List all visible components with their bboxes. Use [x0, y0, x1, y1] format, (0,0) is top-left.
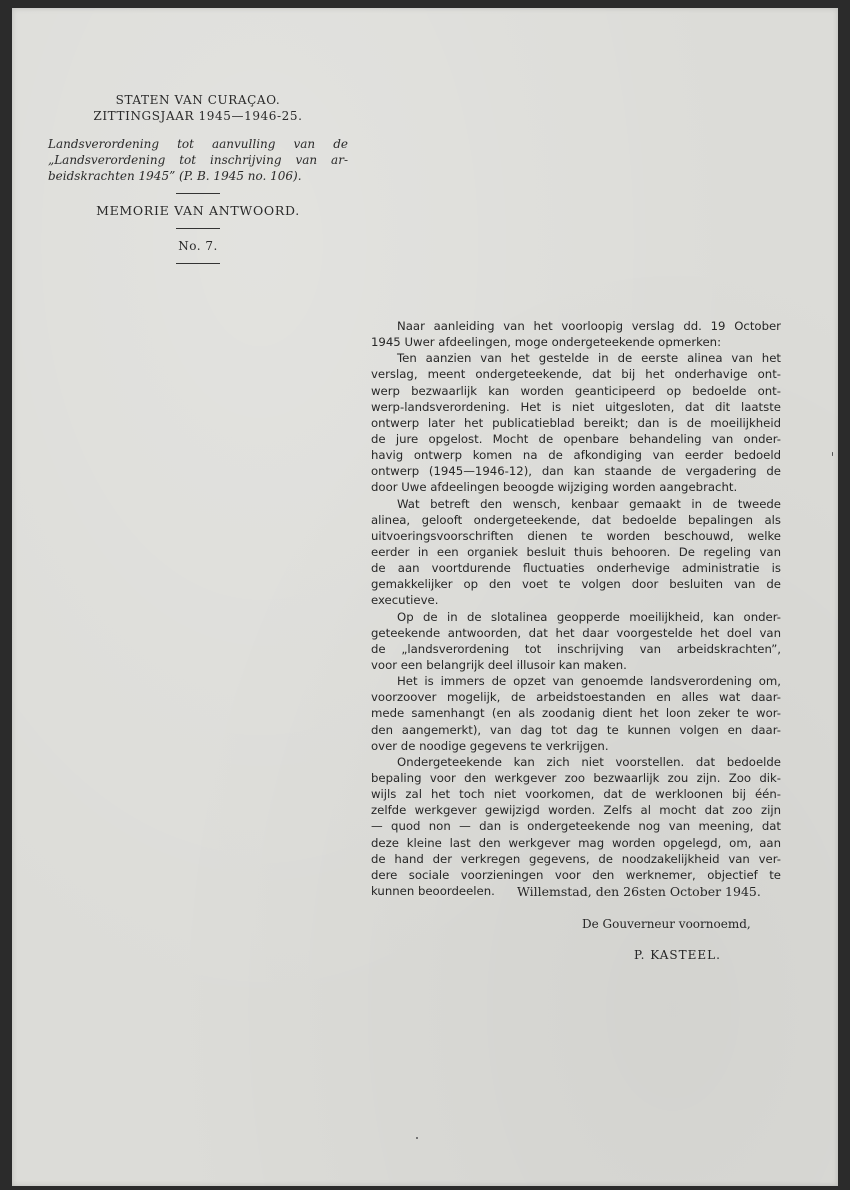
document-header	[48, 92, 348, 273]
body-line: over de noodige gegevens te verkrijgen.	[371, 738, 609, 753]
body-line: bepaling voor den werkgever zoo bezwaarlijk zou zijn. Zoo dik-	[371, 770, 781, 785]
body-line: werp-landsverordening. Het is niet uitgesloten, dat dit laatste	[371, 399, 781, 414]
header-divider	[176, 228, 220, 229]
body-line: Ten aanzien van het gestelde in de eerste alinea van het	[397, 351, 781, 366]
body-line: mede samenhangt (en als zoodanig dient het loon zeker te wor-	[371, 706, 781, 721]
paper-speck	[416, 1137, 418, 1139]
document-number: No. 7.	[178, 239, 218, 253]
body-line: Ondergeteekende kan zich niet voorstellen. dat bedoelde	[397, 754, 781, 769]
body-line: voorzoover mogelijk, de arbeidstoestanden en alles wat daar-	[371, 690, 781, 705]
body-line: gemakkelijker op den voet te volgen door besluiten van de	[371, 577, 781, 592]
body-line: deze kleine last den werkgever mag worden opgelegd, om, aan	[371, 835, 781, 850]
body-line: Wat betreft den wensch, kenbaar gemaakt in de tweede	[397, 496, 781, 511]
header-subject-line: Landsverordening tot aanvulling van de	[48, 137, 348, 151]
body-line: havig ontwerp komen na de afkondiging van eerder bedoeld	[371, 448, 781, 463]
body-line: dere sociale voorzieningen voor den werknemer, objectief te	[371, 867, 781, 882]
body-line: kunnen beoordeelen.	[371, 883, 495, 898]
body-line: Het is immers de opzet van genoemde landsverordening om,	[397, 674, 781, 689]
body-line: Naar aanleiding van het voorloopig verslag dd. 19 October	[397, 319, 781, 333]
body-line: de hand der verkregen gegevens, de noodzakelijkheid van ver-	[371, 851, 781, 866]
header-subject-line: beidskrachten 1945” (P. B. 1945 no. 106).	[48, 169, 302, 183]
body-line: wijls zal het toch niet voorkomen, dat de werkloonen bij één-	[371, 787, 781, 802]
body-line: voor een belangrijk deel illusoir kan maken.	[371, 657, 627, 672]
body-line: werp bezwaarlijk kan worden geanticipeerd op bedoelde ont-	[371, 383, 781, 398]
body-line: ontwerp later het publicatieblad bereikt; dan is de moeilijkheid	[371, 415, 781, 430]
closing-title: De Gouverneur voornoemd,	[582, 917, 751, 931]
signatory-name: P. KASTEEL.	[634, 948, 721, 962]
body-line: geteekende antwoorden, dat het daar voorgestelde het doel van	[371, 625, 781, 640]
body-line: de aan voortdurende fluctuaties onderhevige administratie is	[371, 561, 781, 576]
body-line: Op de in de slotalinea geopperde moeilijkheid, kan onder-	[397, 609, 781, 624]
header-subject	[48, 136, 348, 184]
body-line: den aangemerkt), van dag tot dag te kunnen volgen en daar-	[371, 722, 781, 737]
body-line: door Uwe afdeelingen beoogde wijziging worden aangebracht.	[371, 480, 738, 495]
header-title-line-2: ZITTINGSJAAR 1945—1946-25.	[93, 109, 303, 123]
body-line: — quod non — dan is ondergeteekende nog van meening, dat	[371, 819, 781, 834]
body-line: de jure opgelost. Mocht de openbare behandeling van onder-	[371, 431, 781, 446]
body-line: 1945 Uwer afdeelingen, moge ondergeteekende opmerken:	[371, 335, 722, 350]
closing-place-date: Willemstad, den 26sten October 1945.	[517, 884, 761, 899]
body-line: alinea, gelooft ondergeteekende, dat bedoelde bepalingen als	[371, 512, 781, 527]
body-line: verslag, meent ondergeteekende, dat bij het onderhavige ont-	[371, 367, 781, 382]
header-subject-line: „Landsverordening tot inschrijving van ar-	[48, 153, 348, 167]
header-title-line-1: STATEN VAN CURAÇAO.	[115, 93, 281, 107]
body-line: de „landsverordening tot inschrijving van arbeidskrachten”,	[371, 641, 781, 656]
paper-speck	[832, 452, 833, 456]
document-body	[371, 318, 781, 899]
document-type: MEMORIE VAN ANTWOORD.	[96, 203, 300, 218]
body-line: ontwerp (1945—1946-12), dan kan staande de vergadering de	[371, 464, 781, 479]
body-line: eerder in een organiek besluit thuis behooren. De regeling van	[371, 544, 781, 559]
header-divider	[176, 193, 220, 194]
body-line: uitvoeringsvoorschriften dienen te worden beschouwd, welke	[371, 528, 781, 543]
header-divider	[176, 263, 220, 264]
body-line: zelfde werkgever gewijzigd worden. Zelfs al mocht dat zoo zijn	[371, 803, 781, 818]
body-line: executieve.	[371, 593, 439, 608]
